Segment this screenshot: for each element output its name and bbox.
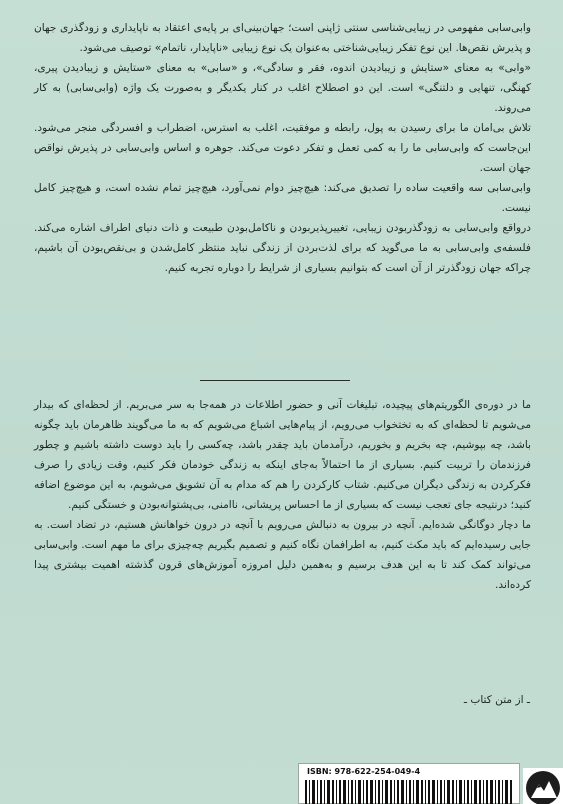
paragraph: درواقع وابی‌سابی به زودگذربودن زیبایی، تغییرپذیربودن و ناکامل‌بودن طبیعت و ذات دنیای اطراف اشاره می‌کند. فلسفه‌ی وابی‌سابی به ما می‌گوید که برای لذت‌بردن از زندگی نباید منتظر کامل‌شدن و بی‌نقص‌بودن آن باشیم، چراکه جهان زودگذرتر از آن است که بتوانیم بسیاری از شرایط را دوباره تجربه کنیم.: [34, 222, 531, 274]
paragraph: ما در دوره‌ی الگوریتم‌های پیچیده، تبلیغات آنی و حضور اطلاعات در همه‌جا به سر می‌بریم. از لحظه‌ای که بیدار می‌شویم تا لحظه‌ای که به تختخواب می‌رویم، از پیام‌هایی اشباع می‌شویم که به ما می‌گویند ظاهرمان باید چگونه باشد، چه بپوشیم، چه بخریم و بخوریم، درآمدمان باید چقدر باشد، چه‌کسی را باید دوست داشته باشیم و چطور فرزندمان را تربیت کنیم. بسیاری از ما احتمالاً به‌جای اینکه به زندگی خودمان فکر کنیم، وقت زیادی را صرف فکرکردن به زندگی دیگران می‌کنیم. شتاب کارکردن را هم که مدام به آن تشویق می‌شویم، به این موضوع اضافه کنید؛ درنتیجه جای تعجب نیست که بسیاری از ما احساس پریشانی، ناامنی، بی‌پشتوانه‌بودن و خستگی کنیم.: [34, 399, 531, 511]
mountain-logo-icon: [523, 768, 563, 804]
paragraph: ما دچار دوگانگی شده‌ایم. آنچه در بیرون به دنبالش می‌رویم با آنچه در درون خواهانش هستیم، در تضاد است. به جایی رسیده‌ایم که باید مکث کنیم، به اطرافمان نگاه کنیم و تصمیم بگیریم چه‌چیزی برای ما مهم است. وابی‌سابی می‌تواند کمک کند تا به این هدف برسیم و به‌همین دلیل امروزه آموزش‌های قرون گذشته اهمیت بیشتری پیدا کرده‌اند.: [34, 519, 531, 591]
paragraph: وابی‌سابی مفهومی در زیبایی‌شناسی سنتی ژاپنی است؛ جهان‌بینی‌ای بر پایه‌ی اعتقاد به ناپایداری و زودگذری جهان و پذیرش نقص‌ها. این نوع تفکر زیبایی‌شناختی به‌عنوان یک نوع زیبایی «ناپایدار، ناتمام» توصیف می‌شود.: [34, 22, 531, 54]
description-text-top: [34, 18, 531, 278]
paragraph: «وابی» به معنای «ستایش و زیبادیدن اندوه، فقر و سادگی»، و «سابی» به معنای «ستایش و زیبادیدن پیری، کهنگی، تنهایی و دلتنگی» است. این دو اصطلاح اغلب در کنار یکدیگر و به‌صورت یک واژه (وابی‌سابی) به کار می‌روند.: [34, 62, 531, 114]
excerpt-text-bottom: [34, 395, 531, 595]
section-divider: [200, 380, 350, 381]
paragraph: وابی‌سابی سه واقعیت ساده را تصدیق می‌کند: هیچ‌چیز دوام نمی‌آورد، هیچ‌چیز تمام نشده است، و هیچ‌چیز کامل نیست.: [34, 182, 531, 214]
paragraph: تلاش بی‌امان ما برای رسیدن به پول، رابطه و موفقیت، اغلب به استرس، اضطراب و افسردگی منجر می‌شود. این‌جاست که وابی‌سابی ما را به کمی تعمل و تفکر دعوت می‌کند. جوهره و اساس وابی‌سابی در پذیرش نواقص جهان است.: [34, 122, 531, 174]
barcode: [298, 763, 520, 804]
source-note: ـ از متن کتاب ـ: [463, 694, 530, 706]
isbn-label: ISBN: 978-622-254-049-4: [307, 767, 421, 776]
barcode-bars-icon: [305, 780, 515, 804]
